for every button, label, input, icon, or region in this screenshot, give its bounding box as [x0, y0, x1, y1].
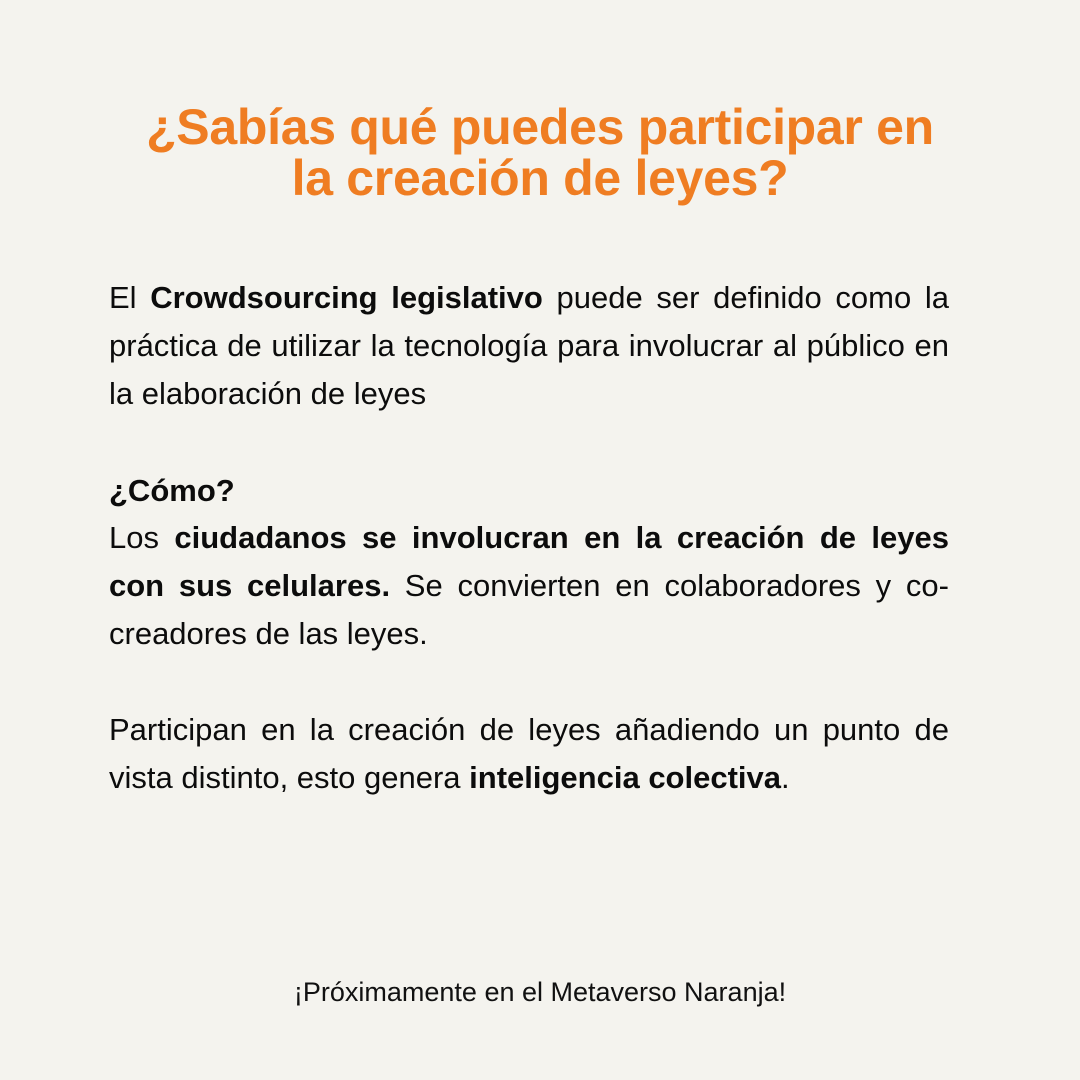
footer-announcement: ¡Próximamente en el Metaverso Naranja!: [293, 977, 787, 1007]
title-line-1: ¿Sabías qué puedes participar en: [146, 99, 934, 155]
participation-prefix: Participan en la creación de leyes añadiendo un punto de vista distinto, esto genera: [109, 712, 949, 795]
participation-bold-term: inteligencia colectiva: [469, 760, 782, 795]
title-line-2: la creación de leyes?: [291, 150, 789, 206]
como-suffix: Se convierten en colaboradores y co-creadores de las leyes.: [109, 568, 949, 651]
como-bold-text: ciudadanos se involucran en la creación de leyes con sus celulares.: [109, 520, 949, 603]
como-heading: ¿Cómo?: [109, 473, 235, 508]
page-title: [60, 99, 1020, 206]
participation-suffix: .: [781, 760, 790, 795]
como-paragraph: [109, 514, 949, 658]
definition-bold-term: Crowdsourcing legislativo: [150, 280, 543, 315]
como-prefix: Los: [109, 520, 175, 555]
participation-paragraph: [109, 706, 949, 802]
definition-suffix: puede ser definido como la práctica de utilizar la tecnología para involucrar al público en la elaboración de leyes: [109, 280, 949, 411]
definition-prefix: El: [109, 280, 151, 315]
definition-paragraph: [109, 274, 949, 418]
